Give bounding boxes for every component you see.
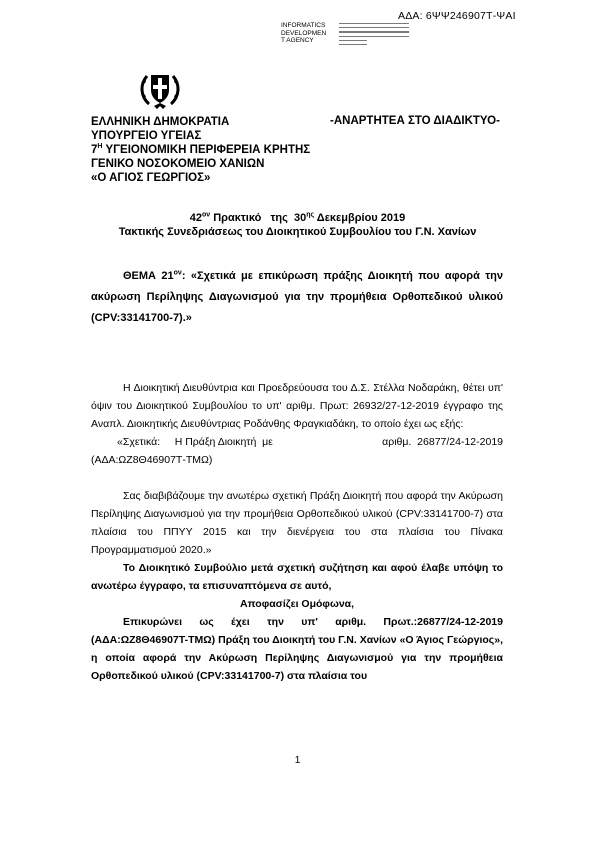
header-line-republic: ΕΛΛΗΝΙΚΗ ΔΗΜΟΚΡΑΤΙΑ	[91, 116, 230, 128]
paragraph-board: Το Διοικητικό Συμβούλιο μετά σχετική συζήτηση και αφού έλαβε υπόψη το ανωτέρω έγγραφο, τα επισυναπτόμενα σε αυτό,	[91, 562, 503, 592]
agency-line-1: INFORMATICS	[281, 22, 326, 29]
agency-line-2: DEVELOPMEN	[281, 29, 327, 37]
header-line-hospital: ΓΕΝΙΚΟ ΝΟΣΟΚΟΜΕΙΟ ΧΑΝΙΩΝ	[91, 158, 265, 170]
decision-heading: Αποφασίζει Ομόφωνα,	[239, 598, 355, 610]
quote-line-2: (ΑΔΑ:ΩΖ8Θ46907Τ-ΤΜΩ)	[91, 454, 213, 466]
institution-header	[91, 115, 310, 185]
agency-line-3: T AGENCY	[281, 37, 314, 44]
agency-name	[281, 22, 341, 45]
paragraph-ratification: Επικυρώνει ως έχει την υπ' αριθμ. Πρωτ.:26877/24-12-2019 (ΑΔΑ:ΩΖ8Θ46907Τ-ΤΜΩ) Πράξη του Διοικητή του Γ.Ν. Χανίων «Ο Άγιος Γεώργιος», η οποία αφορά την Ακύρωση Περίληψης Διαγωνισμού για την προμήθεια Ορθοπεδικού υλικού (CPV:33141700-7) στα πλαίσια του	[91, 616, 503, 682]
header-line-ministry: ΥΠΟΥΡΓΕΙΟ ΥΓΕΙΑΣ	[91, 130, 202, 142]
paragraph-forward: Σας διαβιβάζουμε την ανωτέρω σχετική Πράξη Διοικητή που αφορά την Ακύρωση Περίληψης Διαγωνισμού για την προμήθεια Ορθοπεδικού υλικού (CPV:33141700-7) στα πλαίσια του ΠΠΥΥ 2015 και την διενέργεια του στα πλαίσια του Πίνακα Προγραμματισμού 2020.»	[91, 490, 503, 556]
minutes-title: $42^{o\nu}$ Πρακτικό της $30^{\eta\varsigma}$ Δεκεμβρίου 2019	[189, 211, 406, 224]
subject-paragraph: ΘΕΜΑ $21^{o\nu}$: «Σχετικά με επικύρωση πράξης Διοικητή που αφορά την ακύρωση Περίληψης Διαγωνισμού για την προμήθεια Ορθοπεδικού υλικού (CPV:33141700-7).»	[91, 269, 503, 324]
ada-code: ΑΔΑ: 6ΨΨ246907Τ-ΨΑΙ	[398, 10, 516, 22]
header-line-region: $7^H$ ΥΓΕΙΟΝΟΜΙΚΗ ΠΕΡΙΦΕΡΕΙΑ ΚΡΗΤΗΣ	[91, 143, 311, 156]
greek-coat-of-arms-icon	[137, 66, 183, 112]
page-number: 1	[294, 755, 301, 766]
quote-line-1: «Σχετικά: Η Πράξη Διοικητή με αριθμ. 26877/24-12-2019	[117, 436, 503, 448]
publish-note: -ΑΝΑΡΤΗΤΕΑ ΣΤΟ ΔΙΑΔΙΚΤΥΟ-	[330, 115, 500, 127]
header-line-hospital-name: «Ο ΑΓΙΟΣ ΓΕΩΡΓΙΟΣ»	[91, 172, 211, 184]
agency-stamp-lines	[339, 23, 409, 48]
paragraph-intro: Η Διοικητική Διευθύντρια και Προεδρεύουσα του Δ.Σ. Στέλλα Νοδαράκη, θέτει υπ' όψιν του Διοικητικού Συμβουλίου το υπ' αριθμ. Πρωτ: 26932/27-12-2019 έγγραφο της Αναπλ. Διοικητικής Διευθύντριας Ροδάνθης Φραγκιαδάκη, το οποίο έχει ως εξής:	[91, 382, 503, 430]
minutes-subtitle: Τακτικής Συνεδριάσεως του Διοικητικού Συμβουλίου του Γ.Ν. Χανίων	[118, 226, 477, 238]
